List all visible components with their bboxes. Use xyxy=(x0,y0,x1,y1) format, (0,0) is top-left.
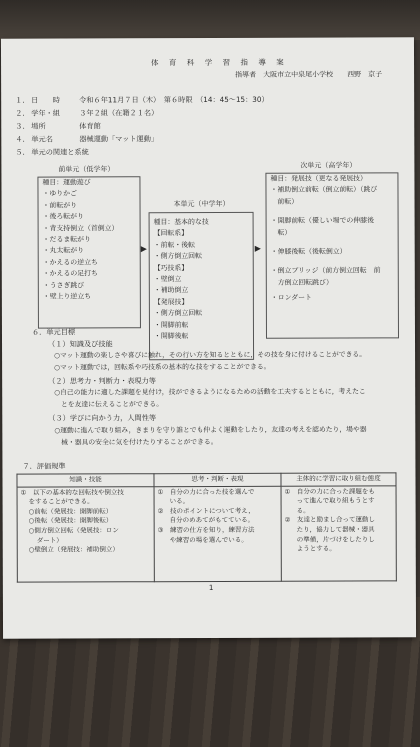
cell-line: ○前転（発展技：開脚前転） xyxy=(28,507,113,516)
attitude-cell xyxy=(281,485,396,580)
unit-line: ・丸太転がり xyxy=(42,246,85,256)
unit-line: ・前転がり xyxy=(42,201,78,210)
unit-line: ・開脚前転（優しい場での伸膝後 xyxy=(270,216,374,226)
next-unit-box xyxy=(265,161,399,338)
cell-line: の準備，片づけをしたりし xyxy=(296,534,375,544)
cell-line: ○壁倒立（発展技：補助倒立） xyxy=(28,545,119,554)
cell-line: ② 友達と励まし合って運動し xyxy=(284,515,375,525)
document-title: 体 育 科 学 習 指 導 案 xyxy=(151,57,288,68)
unit-line: ・開脚後転 xyxy=(153,332,189,341)
unit-line: ・補助倒立前転（倒立前転）（跳び xyxy=(270,185,378,195)
info-label: 単元名 xyxy=(31,134,53,144)
info-no: ３． xyxy=(15,121,30,131)
unit-line: 【回転系】 xyxy=(153,229,189,238)
info-value: 体育館 xyxy=(79,121,101,131)
info-no: ５． xyxy=(15,147,30,157)
unit-line: ・うさぎ跳び xyxy=(42,281,85,290)
current-unit-box xyxy=(149,199,255,360)
unit-line: ・側方倒立回転 xyxy=(153,309,203,318)
cell-line: いる。 xyxy=(169,497,190,506)
cell-line: って進んで取り組もうとす xyxy=(296,496,375,505)
unit-line: 種目：基本的な技 xyxy=(153,217,209,227)
goal-line: ○マット運動では，回転系や巧技系の基本的な技をすることができる。 xyxy=(54,362,271,372)
prev-unit-heading: 前単元（低学年） xyxy=(58,165,115,174)
cell-line: ダート） xyxy=(36,536,63,545)
cell-line: や練習の場を選んでいる。 xyxy=(169,535,248,544)
goals-heading: ６．単元目標 xyxy=(31,327,76,337)
unit-line: 種目：運動遊び xyxy=(42,178,91,187)
unit-line: ・倒立ブリッジ（前方倒立回転 前 xyxy=(270,266,381,276)
unit-line: 【発展技】 xyxy=(153,297,189,307)
evaluation-table xyxy=(16,472,396,582)
info-value: 器械運動「マット運動」 xyxy=(79,134,159,144)
cell-line: ○側方倒立回転（発展技：ロン xyxy=(28,526,119,535)
unit-line: ・だるま転がり xyxy=(42,235,91,244)
knowledge-skills-cell xyxy=(17,486,154,581)
unit-line: ・後ろ転がり xyxy=(42,212,84,221)
goal-line: （３）学びに向かう力，人間性等 xyxy=(48,413,157,423)
cell-line: ① 以下の基本的な回転技や倒立技 xyxy=(20,487,124,497)
info-no: １． xyxy=(15,95,30,105)
cell-line: ① 自分の力に合った課題をも xyxy=(284,487,375,496)
thinking-cell xyxy=(154,486,281,581)
unit-line: ・補助倒立 xyxy=(153,286,189,295)
cell-line: ○後転（発展技：開脚後転） xyxy=(28,516,113,526)
goal-line: 械・器具の安全に気を付けたりすることができる。 xyxy=(54,437,218,447)
cell-line: ③ 練習の仕方を知り，練習方法 xyxy=(157,525,255,535)
cell-line: をすることができる。 xyxy=(28,497,94,506)
unit-line: 転） xyxy=(270,228,292,237)
cell-line: る。 xyxy=(296,506,310,515)
current-unit-heading: 本単元（中学年） xyxy=(173,199,230,209)
info-value: 令和６年11月７日（木） 第６時限 （14：45～15：30） xyxy=(79,94,269,105)
unit-line: 方倒立回転跳び） xyxy=(270,278,333,287)
unit-line: ・ゆりかご xyxy=(42,189,77,198)
table-header: 主体的に学習に取り組む態度 xyxy=(281,473,396,486)
unit-line: ・側方倒立回転 xyxy=(153,252,202,261)
unit-line: 前転） xyxy=(270,197,299,206)
right-arrow-icon: ▶ xyxy=(140,244,147,254)
info-label: 場所 xyxy=(31,121,46,131)
info-no: ４． xyxy=(15,134,30,144)
unit-line: ・伸膝後転（後転倒立） xyxy=(270,247,347,256)
cell-line: ようとする。 xyxy=(296,544,336,553)
unit-line: ・前転・後転 xyxy=(153,240,196,250)
unit-line: ・かえるの足打ち xyxy=(42,269,98,278)
goal-line: ○運動に進んで取り組み，きまりを守り誰とでも仲よく運動をしたり，友達の考えを認めたり，場や器 xyxy=(54,425,367,435)
cell-line: ② 技のポイントについて考え， xyxy=(157,506,255,515)
cell-line: たり，協力して器械・器具 xyxy=(296,525,375,534)
table-row xyxy=(17,485,396,581)
goal-line: （１）知識及び技能 xyxy=(48,339,113,349)
document-page xyxy=(1,37,416,638)
desk-background-top xyxy=(0,0,420,40)
unit-line: ・かえるの逆立ち xyxy=(42,258,98,267)
unit-line: ・開脚前転 xyxy=(153,320,189,329)
unit-line: 【巧技系】 xyxy=(153,263,189,272)
info-value: ３年２組（在籍２１名） xyxy=(79,108,159,118)
next-unit-heading: 次単元（高学年） xyxy=(300,161,357,170)
info-no: ２． xyxy=(15,108,30,118)
prev-unit-box xyxy=(37,165,141,328)
unit-line: 種目：発展技（更なる発展技） xyxy=(270,174,367,183)
author-line: 指導者 大阪市立中泉尾小学校 西野 京子 xyxy=(235,70,383,79)
info-label: 単元の関連と系統 xyxy=(31,147,89,157)
info-label: 日 時 xyxy=(31,95,60,105)
unit-line: ・ロンダート xyxy=(270,293,312,303)
goal-line: ○自己の能力に適した課題を見付け，技ができるようになるための活動を工夫するとともに，考えたこ xyxy=(54,387,366,397)
page-number: 1 xyxy=(208,582,214,593)
goal-line: （２）思考力・判断力・表現力等 xyxy=(48,376,156,386)
table-header: 思考・判断・表現 xyxy=(154,473,281,486)
unit-line: ・背支持倒立（首倒立） xyxy=(42,223,119,233)
cell-line: 自分のめあてがもてている。 xyxy=(169,516,255,525)
goal-line: ○マット運動の楽しさや喜びに触れ，その行い方を知るとともに，その技を身に付けることができる。 xyxy=(54,350,367,360)
table-header: 知識・技能 xyxy=(17,474,154,487)
eval-heading: ７．評価規準 xyxy=(22,461,66,471)
unit-line: ・壁上り逆立ち xyxy=(42,292,92,301)
goal-line: とを友達に伝えることができる。 xyxy=(54,400,163,409)
info-label: 学年・組 xyxy=(31,108,60,118)
right-arrow-icon: ▶ xyxy=(254,243,261,253)
cell-line: ① 自分の力に合った技を選んで xyxy=(157,487,255,496)
unit-line: ・壁倒立 xyxy=(153,275,182,284)
